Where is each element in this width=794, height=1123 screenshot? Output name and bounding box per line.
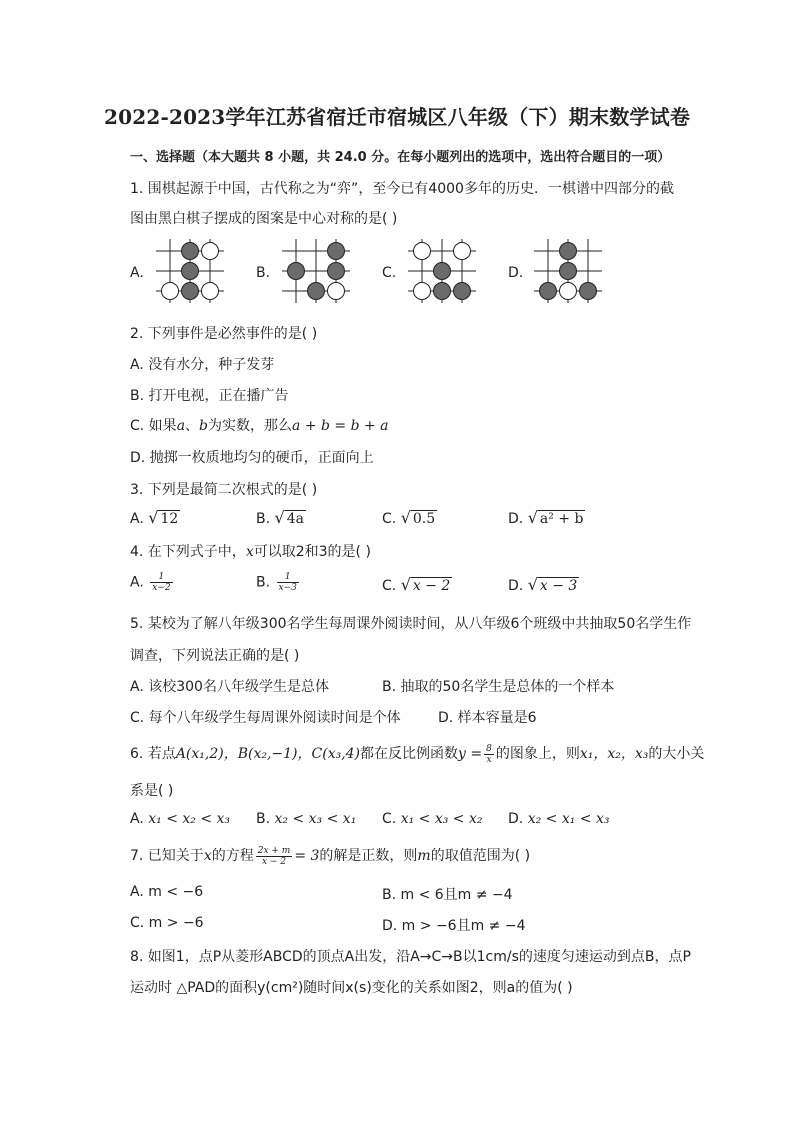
- q6-d-expr: x₂ < x₁ < x₃: [527, 811, 610, 827]
- q4-a-label: A.: [130, 574, 144, 591]
- q2-c-mid: 为实数，那么: [208, 418, 293, 434]
- q7-frac-num: 2x + m: [257, 845, 291, 856]
- q6-option-d[interactable]: [508, 811, 609, 827]
- q5-stem-line1: 5. 某校为了解八年级300名学生每周课外阅读时间，从八年级6个班级中共抽取50名学生作: [130, 616, 692, 632]
- q6-tail: 的大小关: [648, 746, 705, 762]
- q6-c-expr: x₁ < x₃ < x₂: [400, 811, 483, 827]
- q4-option-b[interactable]: [256, 572, 301, 593]
- q4-option-a[interactable]: [130, 572, 175, 593]
- q3-option-c[interactable]: [382, 508, 437, 527]
- q6-frac-num: 8: [486, 743, 492, 754]
- q5-option-c[interactable]: C. 每个八年级学生每周课外阅读时间是个体: [130, 710, 401, 726]
- q5-option-b[interactable]: B. 抽取的50名学生是总体的一个样本: [382, 679, 615, 695]
- white-stone: [202, 243, 219, 260]
- q3-stem: 3. 下列是最简二次根式的是( ): [130, 482, 318, 498]
- q6-vars: x₁，x₂，x₃: [579, 746, 649, 762]
- q1-option-c-label[interactable]: C.: [382, 265, 397, 281]
- white-stone: [560, 283, 577, 300]
- q6-points: A(x₁,2)，B(x₂,−1)，C(x₃,4): [175, 746, 361, 762]
- q7-pre: 7. 已知关于: [130, 848, 204, 864]
- black-stone: [434, 263, 451, 280]
- exam-title: 2022-2023学年江苏省宿迁市宿城区八年级（下）期末数学试卷: [103, 105, 691, 129]
- q3-a-radicand: 12: [160, 511, 179, 527]
- q6-fraction: [484, 744, 494, 765]
- go-board-d[interactable]: [528, 236, 608, 306]
- black-stone: [580, 283, 597, 300]
- black-stone: [182, 263, 199, 280]
- q4-b-den: x−3: [278, 583, 297, 593]
- go-board-b[interactable]: [276, 236, 356, 306]
- q7-post2: 的取值范围为( ): [430, 848, 531, 864]
- q6-b-label: B.: [256, 811, 271, 827]
- q3-b-label: B.: [256, 511, 271, 527]
- q7-m: m: [417, 848, 431, 864]
- q6-pre: 6. 若点: [130, 746, 176, 762]
- q4-c-label: C.: [382, 578, 397, 594]
- q3-a-label: A.: [130, 511, 144, 527]
- q7-option-a[interactable]: A. m < −6: [130, 884, 204, 900]
- q4-b-num: 1: [277, 572, 299, 583]
- q6-option-c[interactable]: [382, 811, 482, 827]
- q6-mid: 都在反比例函数: [360, 746, 459, 762]
- white-stone: [328, 283, 345, 300]
- q6-option-b[interactable]: [256, 811, 356, 827]
- black-stone: [182, 243, 199, 260]
- q3-c-label: C.: [382, 511, 397, 527]
- white-stone: [454, 243, 471, 260]
- q1-option-d-label[interactable]: D.: [508, 265, 524, 281]
- black-stone: [182, 283, 199, 300]
- q4-stem-post: 可以取2和3的是( ): [253, 544, 371, 560]
- q5-option-a[interactable]: A. 该校300名八年级学生是总体: [130, 679, 329, 695]
- q7-stem: [130, 845, 530, 867]
- q1-option-a-label[interactable]: A.: [130, 265, 144, 281]
- q3-option-b[interactable]: [256, 508, 306, 527]
- q3-d-radicand: a² + b: [539, 511, 584, 527]
- q8-stem-line2: 运动时 △PAD的面积y(cm²)随时间x(s)变化的关系如图2，则a的值为( ): [130, 980, 573, 996]
- q7-post1: 的解是正数，则: [319, 848, 418, 864]
- black-stone: [308, 283, 325, 300]
- q7-eq: = 3: [294, 848, 320, 864]
- q7-option-b[interactable]: B. m < 6且m ≠ −4: [382, 887, 513, 903]
- q6-b-expr: x₂ < x₃ < x₁: [274, 811, 357, 827]
- white-stone: [414, 243, 431, 260]
- sqrt-symbol: √ 0.5: [400, 508, 436, 527]
- q4-option-d[interactable]: [508, 575, 579, 594]
- q1-option-b-label[interactable]: B.: [256, 265, 271, 281]
- q7-x: x: [203, 848, 212, 864]
- q6-stem-line1: [130, 743, 704, 765]
- q4-stem-var: x: [245, 544, 254, 560]
- q4-c-radicand: x − 2: [412, 578, 451, 594]
- q6-a-label: A.: [130, 811, 144, 827]
- q1-stem-line1: 1. 围棋起源于中国，古代称之为“弈”，至今已有4000多年的历史．一棋谱中四部分的截: [130, 181, 674, 197]
- q1-stem-line2: 图由黑白棋子摆成的图案是中心对称的是( ): [130, 211, 398, 227]
- q2-c-pre: C. 如果: [130, 418, 177, 434]
- q3-b-radicand: 4a: [286, 511, 304, 527]
- q2-c-sep: 、: [185, 418, 200, 434]
- q2-option-c[interactable]: [130, 415, 389, 435]
- sqrt-symbol: √ a² + b: [527, 508, 584, 527]
- q2-option-a[interactable]: A. 没有水分，种子发芽: [130, 357, 275, 373]
- q4-b-fraction: [277, 572, 299, 593]
- q7-frac-den: x − 2: [261, 856, 287, 867]
- q4-d-label: D.: [508, 578, 524, 594]
- q4-a-num: 1: [150, 572, 172, 583]
- q4-option-c[interactable]: [382, 575, 452, 594]
- sqrt-symbol: √ 12: [148, 508, 179, 527]
- white-stone: [414, 283, 431, 300]
- q3-d-label: D.: [508, 511, 524, 527]
- q2-stem: 2. 下列事件是必然事件的是( ): [130, 326, 318, 342]
- q2-c-expr: a + b = b + a: [292, 418, 389, 434]
- q6-stem-line2: 系是( ): [130, 783, 174, 799]
- q4-d-radicand: x − 3: [539, 578, 578, 594]
- q7-option-c[interactable]: C. m > −6: [130, 915, 204, 931]
- black-stone: [328, 243, 345, 260]
- black-stone: [560, 263, 577, 280]
- q2-option-d[interactable]: D. 抛掷一枚质地均匀的硬币，正面向上: [130, 450, 374, 466]
- q4-stem-pre: 4. 在下列式子中，: [130, 544, 246, 560]
- black-stone: [560, 243, 577, 260]
- q6-y: y =: [458, 746, 483, 762]
- sqrt-symbol: √ x − 2: [400, 575, 451, 594]
- go-board-c[interactable]: [402, 236, 482, 306]
- go-board-a[interactable]: [150, 236, 230, 306]
- q7-fraction: [256, 846, 293, 867]
- q4-stem: [130, 541, 371, 561]
- q3-c-radicand: 0.5: [412, 511, 436, 527]
- q5-option-d[interactable]: D. 样本容量是6: [438, 710, 537, 726]
- q6-frac-den: x: [486, 754, 492, 765]
- q3-option-a[interactable]: [130, 508, 180, 527]
- q6-post: 的图象上，则: [495, 746, 580, 762]
- q4-a-den: x−2: [152, 583, 171, 593]
- black-stone: [328, 263, 345, 280]
- black-stone: [540, 283, 557, 300]
- section-header: 一、选择题（本大题共 8 小题，共 24.0 分。在每小题列出的选项中，选出符合题目的一项）: [130, 150, 671, 165]
- q6-d-label: D.: [508, 811, 524, 827]
- q8-stem-line1: 8. 如图1，点P从菱形ABCD的顶点A出发，沿A→C→B以1cm/s的速度匀速运动到点B，点P: [130, 949, 691, 965]
- q4-b-label: B.: [256, 574, 271, 591]
- white-stone: [202, 283, 219, 300]
- black-stone: [288, 263, 305, 280]
- q6-c-label: C.: [382, 811, 397, 827]
- q5-stem-line2: 调查，下列说法正确的是( ): [130, 648, 300, 664]
- q7-option-d[interactable]: D. m > −6且m ≠ −4: [382, 918, 526, 934]
- black-stone: [454, 283, 471, 300]
- sqrt-symbol: √ x − 3: [527, 575, 578, 594]
- black-stone: [434, 283, 451, 300]
- q7-mid: 的方程: [211, 848, 254, 864]
- q6-a-expr: x₁ < x₂ < x₃: [148, 811, 231, 827]
- sqrt-symbol: √ 4a: [274, 508, 304, 527]
- white-stone: [162, 283, 179, 300]
- q3-option-d[interactable]: [508, 508, 585, 527]
- q2-c-var-b: b: [199, 418, 209, 434]
- q6-option-a[interactable]: [130, 811, 230, 827]
- q2-c-var-a: a: [176, 418, 186, 434]
- q4-a-fraction: [150, 572, 172, 593]
- q2-option-b[interactable]: B. 打开电视，正在播广告: [130, 388, 289, 404]
